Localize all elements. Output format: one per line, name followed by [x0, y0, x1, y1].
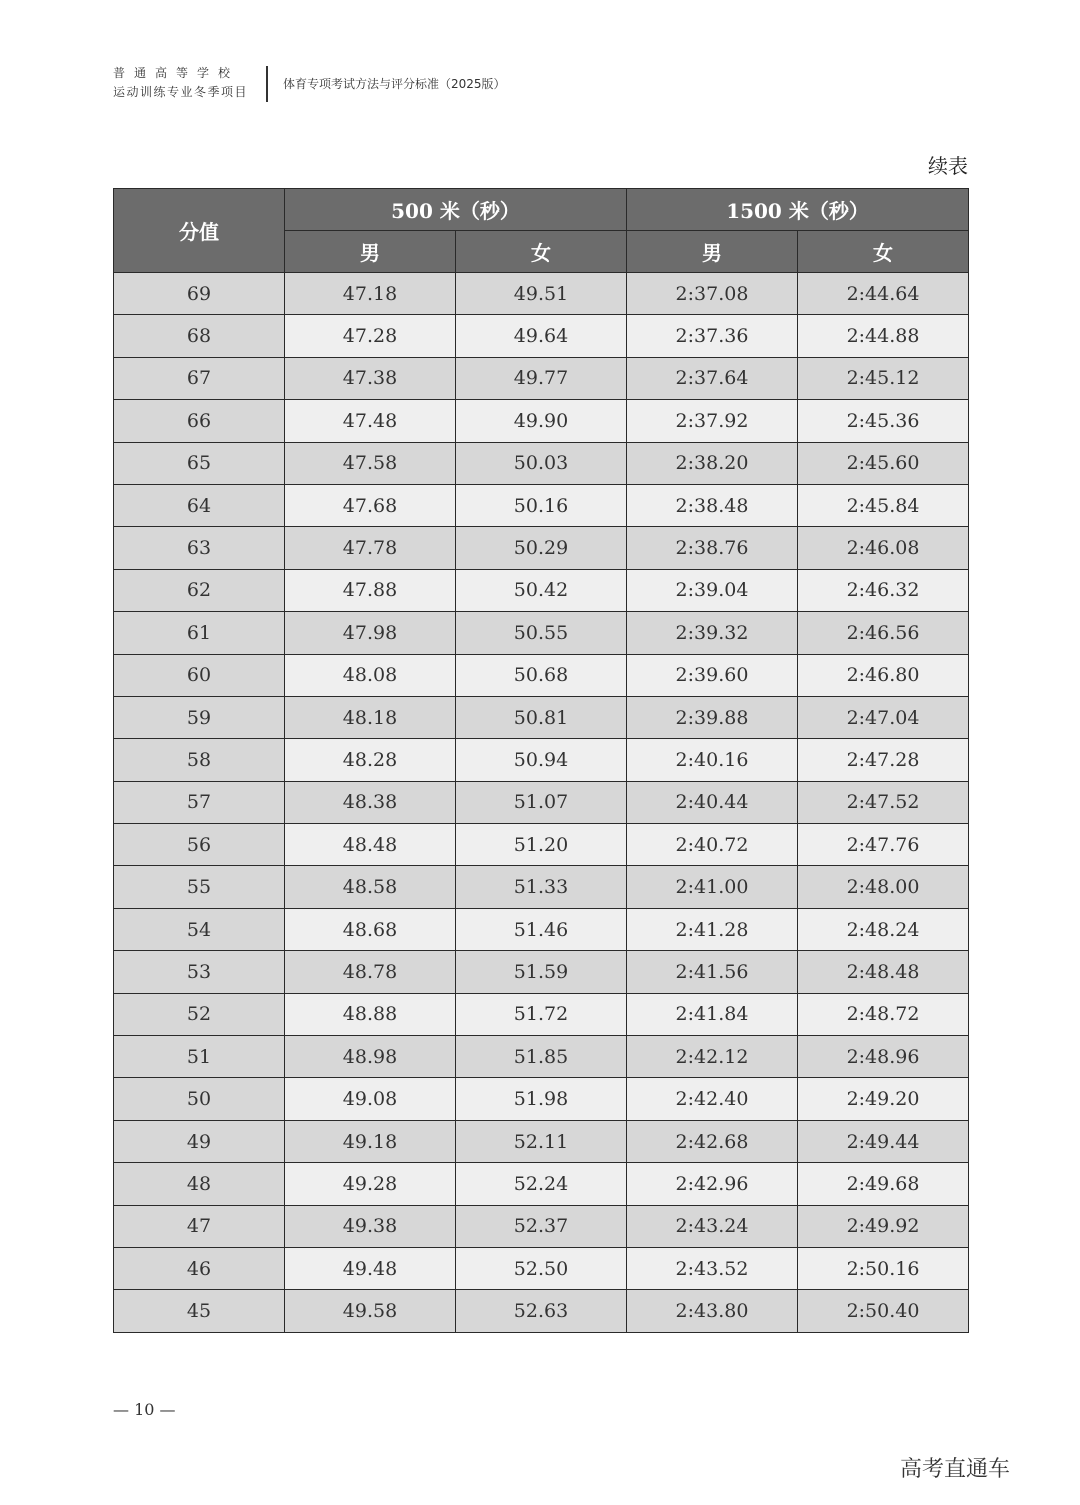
score-cell: 61 [114, 612, 285, 654]
500m-female-cell: 51.07 [456, 781, 627, 823]
1500m-female-cell: 2:45.36 [798, 400, 969, 442]
table-row [114, 781, 969, 823]
1500m-male-cell: 2:43.24 [627, 1205, 798, 1247]
500m-male-cell: 47.78 [285, 527, 456, 569]
score-cell: 65 [114, 442, 285, 484]
continued-label: 续表 [928, 154, 968, 178]
1500m-female-cell: 2:45.12 [798, 357, 969, 399]
score-table-body [114, 273, 969, 1333]
500m-female-cell: 51.98 [456, 1078, 627, 1120]
500m-male-cell: 48.98 [285, 1036, 456, 1078]
score-cell: 69 [114, 273, 285, 315]
table-row [114, 569, 969, 611]
1500m-male-cell: 2:40.72 [627, 824, 798, 866]
500m-male-cell: 48.88 [285, 993, 456, 1035]
table-row [114, 1078, 969, 1120]
1500m-female-cell: 2:47.04 [798, 696, 969, 738]
table-row [114, 951, 969, 993]
500m-male-cell: 48.18 [285, 696, 456, 738]
500m-female-cell: 49.77 [456, 357, 627, 399]
500m-male-cell: 48.38 [285, 781, 456, 823]
page-number: — 10 — [113, 1400, 176, 1419]
1500m-male-cell: 2:43.52 [627, 1247, 798, 1289]
500m-female-cell: 50.81 [456, 696, 627, 738]
score-cell: 64 [114, 484, 285, 526]
500m-female-cell: 51.33 [456, 866, 627, 908]
score-cell: 56 [114, 824, 285, 866]
score-cell: 48 [114, 1163, 285, 1205]
1500m-male-cell: 2:41.00 [627, 866, 798, 908]
1500m-female-cell: 2:48.48 [798, 951, 969, 993]
score-cell: 62 [114, 569, 285, 611]
1500m-female-cell: 2:44.88 [798, 315, 969, 357]
header-1500m-female: 女 [798, 231, 969, 273]
table-row [114, 315, 969, 357]
1500m-female-cell: 2:48.72 [798, 993, 969, 1035]
1500m-female-cell: 2:45.60 [798, 442, 969, 484]
1500m-male-cell: 2:37.92 [627, 400, 798, 442]
score-cell: 58 [114, 739, 285, 781]
1500m-male-cell: 2:43.80 [627, 1290, 798, 1332]
header-500m-male: 男 [285, 231, 456, 273]
score-cell: 51 [114, 1036, 285, 1078]
header-doc-title: 体育专项考试方法与评分标准（2025版） [283, 77, 506, 91]
1500m-male-cell: 2:39.88 [627, 696, 798, 738]
score-cell: 45 [114, 1290, 285, 1332]
500m-male-cell: 48.68 [285, 908, 456, 950]
1500m-male-cell: 2:37.08 [627, 273, 798, 315]
score-cell: 50 [114, 1078, 285, 1120]
500m-male-cell: 49.58 [285, 1290, 456, 1332]
500m-male-cell: 47.48 [285, 400, 456, 442]
1500m-female-cell: 2:46.80 [798, 654, 969, 696]
score-cell: 53 [114, 951, 285, 993]
1500m-male-cell: 2:39.60 [627, 654, 798, 696]
500m-female-cell: 51.59 [456, 951, 627, 993]
500m-female-cell: 50.29 [456, 527, 627, 569]
table-row [114, 357, 969, 399]
500m-male-cell: 47.88 [285, 569, 456, 611]
500m-female-cell: 50.94 [456, 739, 627, 781]
1500m-female-cell: 2:47.28 [798, 739, 969, 781]
500m-male-cell: 48.58 [285, 866, 456, 908]
1500m-female-cell: 2:45.84 [798, 484, 969, 526]
1500m-female-cell: 2:48.96 [798, 1036, 969, 1078]
score-cell: 57 [114, 781, 285, 823]
500m-female-cell: 49.90 [456, 400, 627, 442]
table-row [114, 1120, 969, 1162]
500m-female-cell: 49.51 [456, 273, 627, 315]
500m-female-cell: 52.63 [456, 1290, 627, 1332]
1500m-female-cell: 2:50.16 [798, 1247, 969, 1289]
500m-male-cell: 48.28 [285, 739, 456, 781]
table-row [114, 866, 969, 908]
header-org-line1: 普通高等学校 [113, 66, 240, 80]
table-row [114, 1163, 969, 1205]
score-cell: 52 [114, 993, 285, 1035]
table-row [114, 824, 969, 866]
500m-male-cell: 47.98 [285, 612, 456, 654]
1500m-male-cell: 2:41.28 [627, 908, 798, 950]
table-row [114, 993, 969, 1035]
1500m-female-cell: 2:50.40 [798, 1290, 969, 1332]
score-cell: 55 [114, 866, 285, 908]
score-cell: 49 [114, 1120, 285, 1162]
500m-female-cell: 51.72 [456, 993, 627, 1035]
1500m-male-cell: 2:38.48 [627, 484, 798, 526]
table-row [114, 1247, 969, 1289]
1500m-male-cell: 2:37.36 [627, 315, 798, 357]
header-org [113, 64, 258, 102]
group-header-500m: 500 米（秒） [285, 189, 627, 231]
1500m-male-cell: 2:39.32 [627, 612, 798, 654]
score-table [113, 188, 969, 1333]
500m-female-cell: 50.68 [456, 654, 627, 696]
1500m-female-cell: 2:44.64 [798, 273, 969, 315]
500m-male-cell: 49.28 [285, 1163, 456, 1205]
1500m-female-cell: 2:47.52 [798, 781, 969, 823]
1500m-male-cell: 2:41.56 [627, 951, 798, 993]
500m-male-cell: 47.18 [285, 273, 456, 315]
1500m-female-cell: 2:49.44 [798, 1120, 969, 1162]
1500m-female-cell: 2:46.32 [798, 569, 969, 611]
1500m-female-cell: 2:49.68 [798, 1163, 969, 1205]
table-row [114, 696, 969, 738]
table-row [114, 612, 969, 654]
table-row [114, 1205, 969, 1247]
1500m-male-cell: 2:42.96 [627, 1163, 798, 1205]
header-org-line2: 运动训练专业冬季项目 [113, 85, 249, 99]
1500m-male-cell: 2:39.04 [627, 569, 798, 611]
1500m-male-cell: 2:42.68 [627, 1120, 798, 1162]
500m-female-cell: 52.11 [456, 1120, 627, 1162]
score-cell: 46 [114, 1247, 285, 1289]
1500m-male-cell: 2:41.84 [627, 993, 798, 1035]
500m-female-cell: 51.20 [456, 824, 627, 866]
500m-male-cell: 47.58 [285, 442, 456, 484]
table-row [114, 400, 969, 442]
500m-female-cell: 52.24 [456, 1163, 627, 1205]
score-cell: 59 [114, 696, 285, 738]
header-divider [266, 66, 268, 102]
500m-male-cell: 49.08 [285, 1078, 456, 1120]
score-cell: 60 [114, 654, 285, 696]
500m-male-cell: 47.28 [285, 315, 456, 357]
1500m-male-cell: 2:42.40 [627, 1078, 798, 1120]
table-row [114, 1290, 969, 1332]
1500m-female-cell: 2:49.92 [798, 1205, 969, 1247]
score-cell: 66 [114, 400, 285, 442]
table-row [114, 273, 969, 315]
table-row [114, 442, 969, 484]
1500m-female-cell: 2:49.20 [798, 1078, 969, 1120]
table-row [114, 484, 969, 526]
500m-male-cell: 49.18 [285, 1120, 456, 1162]
1500m-male-cell: 2:40.16 [627, 739, 798, 781]
500m-female-cell: 50.55 [456, 612, 627, 654]
500m-male-cell: 48.48 [285, 824, 456, 866]
500m-female-cell: 50.03 [456, 442, 627, 484]
500m-male-cell: 47.68 [285, 484, 456, 526]
1500m-male-cell: 2:40.44 [627, 781, 798, 823]
1500m-female-cell: 2:47.76 [798, 824, 969, 866]
table-row [114, 527, 969, 569]
500m-female-cell: 50.16 [456, 484, 627, 526]
500m-male-cell: 48.08 [285, 654, 456, 696]
table-row [114, 654, 969, 696]
score-cell: 54 [114, 908, 285, 950]
500m-female-cell: 52.37 [456, 1205, 627, 1247]
1500m-female-cell: 2:48.00 [798, 866, 969, 908]
500m-female-cell: 51.46 [456, 908, 627, 950]
table-row [114, 1036, 969, 1078]
score-cell: 67 [114, 357, 285, 399]
500m-male-cell: 47.38 [285, 357, 456, 399]
watermark-text: 高考直通车 [900, 1457, 1011, 1482]
score-column-header: 分值 [114, 189, 285, 273]
1500m-male-cell: 2:42.12 [627, 1036, 798, 1078]
500m-female-cell: 51.85 [456, 1036, 627, 1078]
1500m-male-cell: 2:37.64 [627, 357, 798, 399]
score-cell: 47 [114, 1205, 285, 1247]
1500m-female-cell: 2:48.24 [798, 908, 969, 950]
500m-male-cell: 49.48 [285, 1247, 456, 1289]
500m-female-cell: 50.42 [456, 569, 627, 611]
group-header-1500m: 1500 米（秒） [627, 189, 969, 231]
1500m-female-cell: 2:46.56 [798, 612, 969, 654]
header-1500m-male: 男 [627, 231, 798, 273]
table-row [114, 908, 969, 950]
1500m-male-cell: 2:38.20 [627, 442, 798, 484]
500m-male-cell: 48.78 [285, 951, 456, 993]
1500m-female-cell: 2:46.08 [798, 527, 969, 569]
500m-male-cell: 49.38 [285, 1205, 456, 1247]
1500m-male-cell: 2:38.76 [627, 527, 798, 569]
score-cell: 68 [114, 315, 285, 357]
score-cell: 63 [114, 527, 285, 569]
header-500m-female: 女 [456, 231, 627, 273]
500m-female-cell: 52.50 [456, 1247, 627, 1289]
500m-female-cell: 49.64 [456, 315, 627, 357]
table-row [114, 739, 969, 781]
